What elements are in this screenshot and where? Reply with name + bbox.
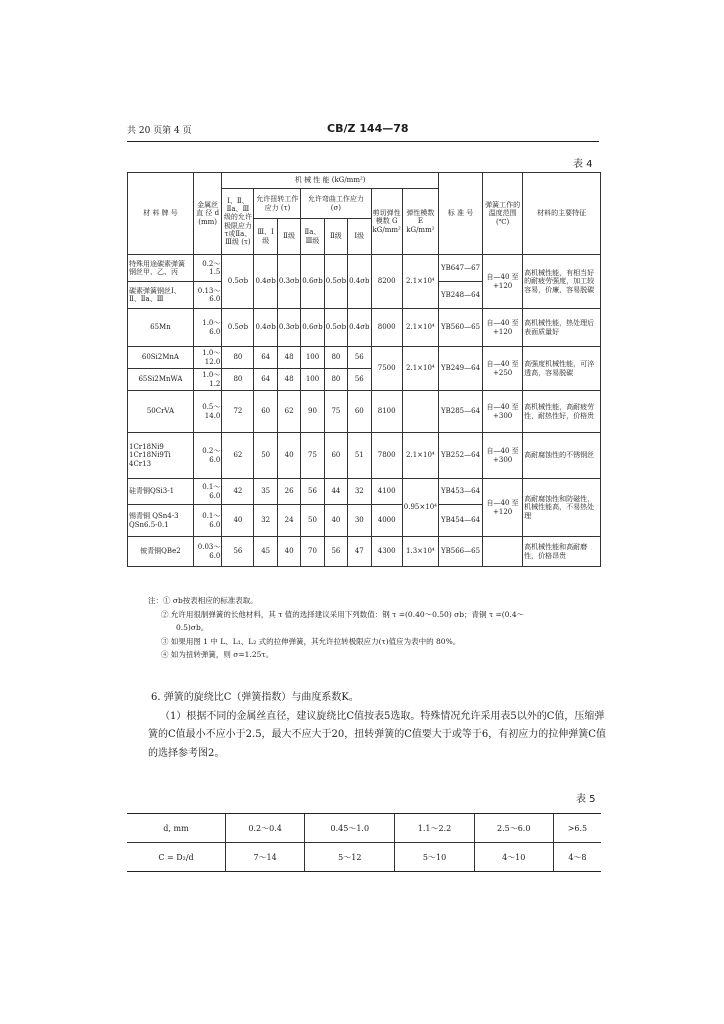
note: ④ 如为扭转弹簧，则 σ=1.25τ。 [161, 650, 274, 659]
header-diameter: 金属丝直 径 d (mm) [193, 173, 222, 255]
note: 0.5)σb。 [176, 623, 209, 632]
bronze-group-label: 锡青铜 [129, 512, 150, 521]
table-row: 特殊用途碳素弹簧钢丝甲、乙、丙 0.2～1.5 0.5σb 0.4σb 0.3σb 0.6σb 0.5σb 0.4σb 8200 2.1×10⁴ YB647—67 自—40 至+120 高机械性能，有相当好的耐疲劳强度，加工较容易，价廉，容易脱碳 [128, 255, 601, 282]
header-allow-torsion: 允许扭转工作应力 (τ) [254, 189, 301, 219]
table-4 [127, 172, 601, 567]
header-allow-bending: 允许弯曲工作应力 (σ) [301, 189, 371, 219]
table-row: 65Mn 1.0～6.0 0.5σb 0.4σb 0.3σb 0.6σb 0.5σb 0.4σb 8000 2.1×10⁴ YB560—65 自—40 至+120 高机械性能，热处理后表面质量好 [128, 309, 601, 347]
header-rule [127, 141, 599, 142]
table-row: C = D₂/d 7～14 5～12 5～10 4～10 4～8 [127, 843, 601, 872]
table-row: 65Si2MnWA 1.0～1.2 80 64 48 100 80 56 [128, 369, 601, 391]
header-elastic-modulus: 弹性模数 E kG/mm² [402, 189, 438, 255]
table4-notes [148, 597, 598, 665]
header-allow-stress: Ⅰ、Ⅱ、Ⅱa、Ⅲ级的允许极限应力τ或Ⅱa、Ⅲ级 (τ) [222, 189, 254, 255]
document-number: CB/Z 144—78 [327, 122, 409, 135]
subheader-grade: Ⅱ级 [277, 219, 300, 255]
table5-label: 表 5 [576, 794, 596, 805]
table-row: 1Cr18Ni9 1Cr18Ni9Ti 4Cr13 0.2～6.0 62 50 40 75 60 51 7800 2.1×10⁴ YB252—64 自—40 至+300 高耐腐蚀性的不锈钢丝 [128, 433, 601, 479]
header-shear-modulus: 剪切弹性模数 G kG/mm² [371, 189, 402, 255]
header-temperature: 弹簧工作的温度范围 (℃) [483, 173, 523, 255]
table-row: 60Si2MnA 1.0～12.0 80 64 48 100 80 56 7500 2.1×10⁴ YB249—64 自—40 至+250 高强度机械性能，可淬透高，容易脱碳 [128, 347, 601, 369]
page-count: 共 20 页第 4 页 [127, 126, 192, 136]
subheader-grade: Ⅰ级 [348, 219, 371, 255]
subheader-grade: Ⅲ、Ⅰ级 [254, 219, 277, 255]
table-row: 碳素弹簧钢丝Ⅰ、Ⅱ、Ⅱa、Ⅲ 0.13～6.0 YB248—64 [128, 282, 601, 309]
subheader-grade: Ⅱa、Ⅲ级 [301, 219, 324, 255]
table-row: 50CrVA 0.5～14.0 72 60 62 90 75 60 8100 YB285—64 自—40 至+300 高机械性能，高耐疲劳性，耐热性好，价格贵 [128, 391, 601, 433]
subheader-grade: Ⅱ级 [324, 219, 347, 255]
header-features: 材料的主要特征 [523, 173, 601, 255]
table4-label: 表 4 [573, 159, 593, 170]
section-6 [148, 689, 606, 763]
header-mechanical: 机 械 性 能 (kG/mm²) [222, 173, 439, 189]
page-header [127, 123, 597, 139]
table-5 [127, 813, 601, 872]
note: 注：① σb按表相应的标准表取。 [148, 596, 258, 605]
section-heading: 6. 弹簧的旋绕比C（弹簧指数）与曲度系数K。 [151, 692, 359, 703]
note: ② 允许用很制弹簧的长他材料，其 τ 值的选择建议采用下列数值：钢 τ =(0.40～0.50) σb；青铜 τ =(0.4～ [161, 609, 525, 619]
note: ③ 如果用图 1 中 L、L₁、L₂ 式的拉伸弹簧，其允许拉转极限应力(τ)值应为表中的 80%。 [161, 636, 461, 646]
table-row: 锡青铜 QSn4-3 QSn6.5-0.1 0.1～6.0 40 32 24 50 40 30 4000 YB454—64 [128, 505, 601, 537]
table-row: 硅青铜QSi3-1 0.1～6.0 42 35 26 56 44 32 4100 0.95×10⁴ YB453—64 自—40 至+120 高耐腐蚀性和防磁性，机械性能高，不易热处理 [128, 479, 601, 505]
table-row: 铍青铜QBe2 0.03～6.0 56 45 40 70 56 47 4300 1.3×10⁴ YB566—65 高机械性能和高耐磨性，价格昂贵 [128, 537, 601, 567]
header-material: 材 料 牌 号 [128, 173, 194, 255]
section-paragraph: （1）根据不同的金属丝直径，建议旋绕比C值按表5选取。特殊情况允许采用表5以外的C值，压缩弹簧的C值最小不应小于2.5，最大不应大于20，扭转弹簧的C值要大于或等于6，有初应力的拉伸弹簧C值的选择参考图2。 [148, 710, 606, 759]
header-standard: 标 准 号 [438, 173, 482, 255]
table-row: d, mm 0.2～0.4 0.45～1.0 1.1～2.2 2.5～6.0 >6.5 [127, 814, 601, 843]
